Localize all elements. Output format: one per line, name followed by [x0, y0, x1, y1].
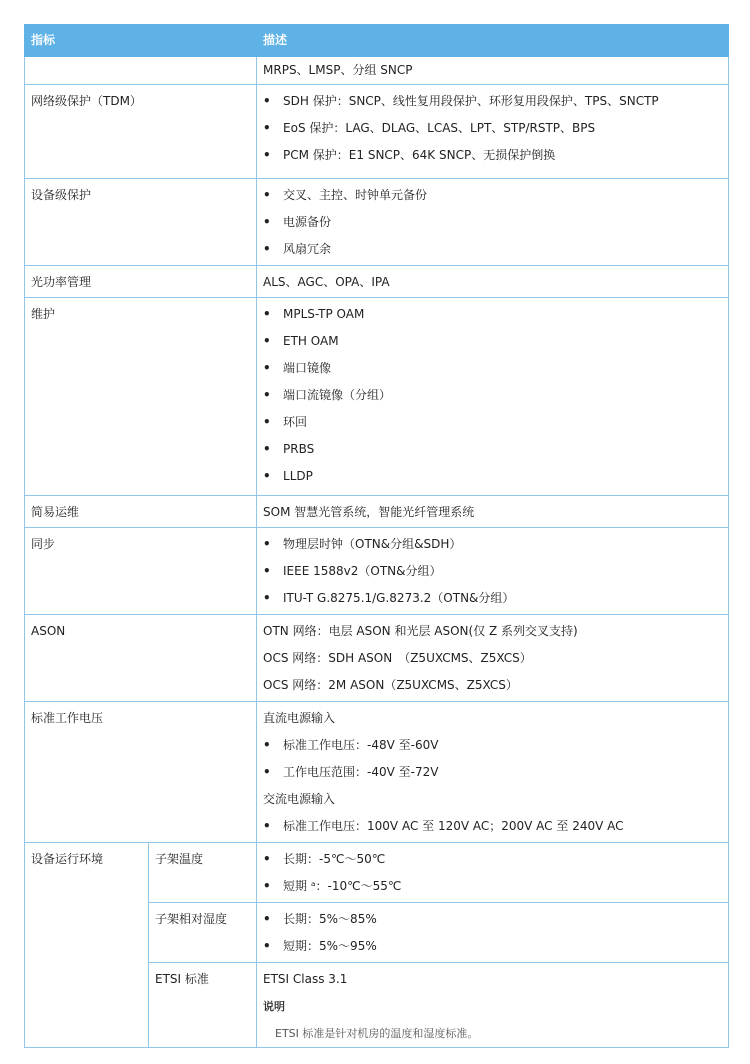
list-item: • 交叉、主控、时钟单元备份 [263, 182, 722, 209]
table-row [25, 57, 729, 85]
row-label [25, 702, 257, 843]
row-desc [257, 843, 729, 903]
list-item: • 端口流镜像（分组） [263, 382, 722, 409]
label-text: 设备级保护 [31, 188, 92, 202]
desc-line: OCS 网络：SDH ASON （Z5UXCMS、Z5XCS） [263, 651, 532, 665]
row-desc [257, 528, 729, 615]
list-item: • MPLS-TP OAM [263, 301, 722, 328]
list-item: • 端口镜像 [263, 355, 722, 382]
table-row [25, 615, 729, 702]
label-text: 光功率管理 [31, 275, 92, 289]
note-title: 说明 [263, 1000, 286, 1013]
list-item: • 物理层时钟（OTN&分组&SDH） [263, 531, 722, 558]
header-description: 描述 [257, 25, 729, 57]
table-row [25, 266, 729, 298]
row-label [25, 615, 257, 702]
list-item: • 长期：5%～85% [263, 906, 722, 933]
sub-label [149, 903, 257, 963]
desc-line: OCS 网络：2M ASON（Z5UXCMS、Z5XCS） [263, 678, 518, 692]
list-item: • SDH 保护：SNCP、线性复用段保护、环形复用段保护、TPS、SNCTP [263, 88, 722, 115]
list-item: • 长期：-5℃～50℃ [263, 846, 722, 873]
sub-label-text: 子架温度 [155, 852, 204, 866]
row-desc [257, 85, 729, 179]
row-desc [257, 496, 729, 528]
row-desc [257, 266, 729, 298]
label-text: 维护 [31, 307, 56, 321]
desc-text: SOM 智慧光管系统，智能光纤管理系统 [263, 505, 475, 519]
list-item: • ITU-T G.8275.1/G.8273.2（OTN&分组） [263, 585, 722, 612]
label-text: 设备运行环境 [31, 852, 104, 866]
row-label [25, 266, 257, 298]
list-item: • PCM 保护：E1 SNCP、64K SNCP、无损保护倒换 [263, 142, 722, 169]
sub-label-text: ETSI 标准 [155, 972, 209, 986]
list-item: • 风扇冗余 [263, 236, 722, 263]
desc-text: MRPS、LMSP、分组 SNCP [263, 63, 413, 77]
label-text: 标准工作电压 [31, 711, 104, 725]
row-label [25, 528, 257, 615]
spec-table [24, 24, 729, 1048]
list-item: • EoS 保护：LAG、DLAG、LCAS、LPT、STP/RSTP、BPS [263, 115, 722, 142]
list-item: • IEEE 1588v2（OTN&分组） [263, 558, 722, 585]
label-text: 简易运维 [31, 505, 80, 519]
table-row [25, 702, 729, 843]
row-label [25, 85, 257, 179]
row-label-empty [25, 57, 257, 85]
ac-title: 交流电源输入 [263, 792, 336, 806]
row-desc [257, 702, 729, 843]
sub-label [149, 963, 257, 1048]
row-label [25, 298, 257, 496]
list-item: • 电源备份 [263, 209, 722, 236]
header-indicator: 指标 [25, 25, 257, 57]
table-row [25, 179, 729, 266]
table-row [25, 298, 729, 496]
row-desc [257, 615, 729, 702]
list-item: • 短期 ᵃ：-10℃～55℃ [263, 873, 722, 900]
row-desc [257, 57, 729, 85]
table-row [25, 528, 729, 615]
list-item: • 标准工作电压：-48V 至-60V [263, 732, 722, 759]
dc-title: 直流电源输入 [263, 711, 336, 725]
list-item: • 工作电压范围：-40V 至-72V [263, 759, 722, 786]
list-item: • 短期：5%～95% [263, 933, 722, 960]
desc-text: ETSI Class 3.1 [263, 972, 348, 986]
sub-label-text: 子架相对湿度 [155, 912, 228, 926]
desc-line: OTN 网络：电层 ASON 和光层 ASON(仅 Z 系列交叉支持) [263, 624, 578, 638]
note-body: ETSI 标准是针对机房的温度和湿度标准。 [275, 1027, 479, 1040]
desc-text: ALS、AGC、OPA、IPA [263, 275, 390, 289]
label-text: 同步 [31, 537, 56, 551]
row-desc [257, 179, 729, 266]
row-label [25, 843, 149, 1048]
row-desc [257, 903, 729, 963]
table-row [25, 85, 729, 179]
label-text: 网络级保护（TDM） [31, 94, 142, 108]
list-item: • ETH OAM [263, 328, 722, 355]
list-item: • 环回 [263, 409, 722, 436]
table-row [25, 843, 729, 903]
row-label [25, 179, 257, 266]
row-desc [257, 963, 729, 1048]
table-header-row [25, 25, 729, 57]
list-item: • 标准工作电压：100V AC 至 120V AC；200V AC 至 240V AC [263, 813, 722, 840]
sub-label [149, 843, 257, 903]
table-row [25, 496, 729, 528]
row-desc [257, 298, 729, 496]
list-item: • LLDP [263, 463, 722, 490]
row-label [25, 496, 257, 528]
list-item: • PRBS [263, 436, 722, 463]
label-text: ASON [31, 624, 66, 638]
